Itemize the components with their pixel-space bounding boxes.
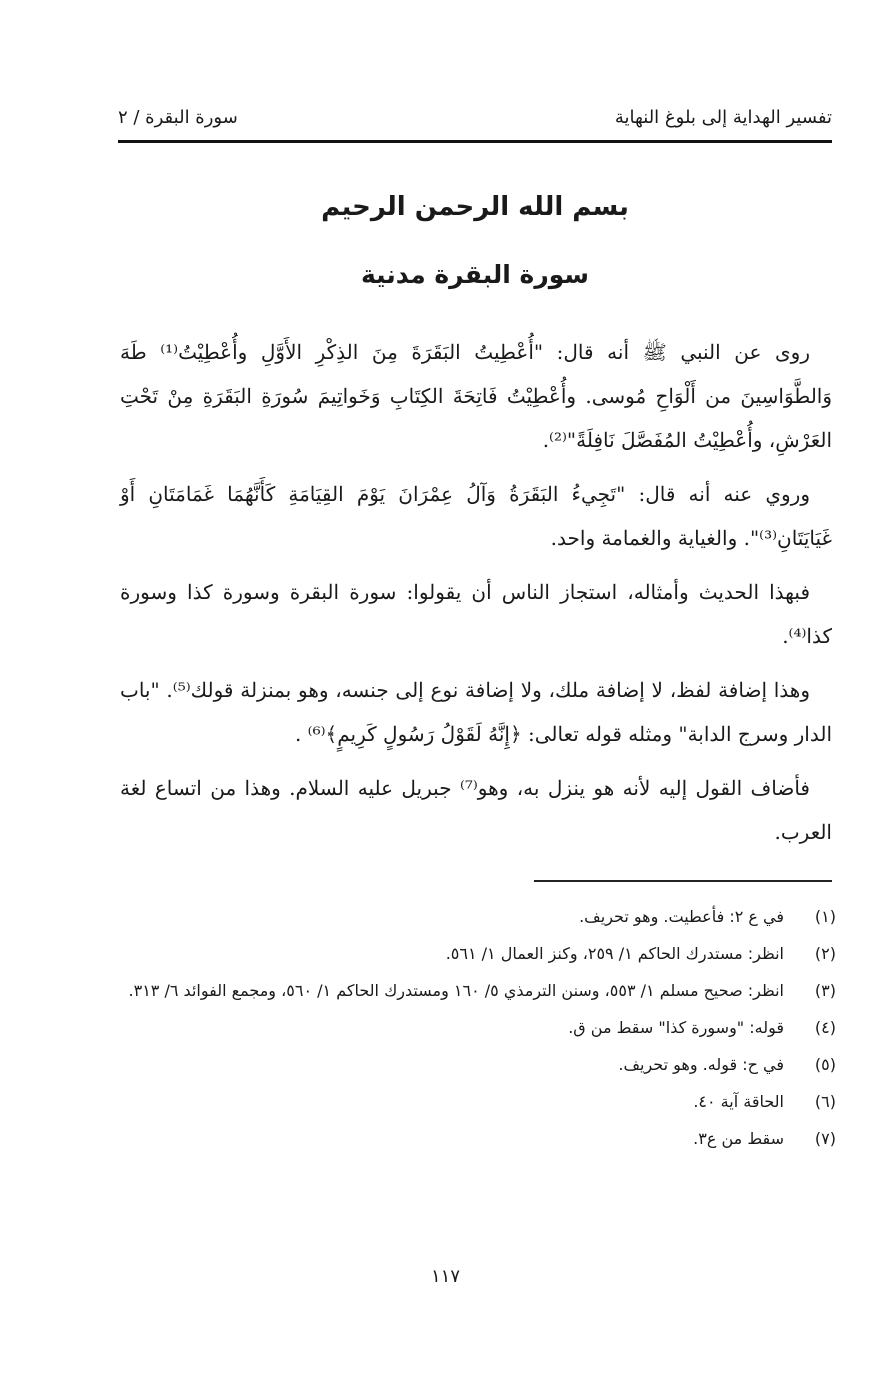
footnote-item: [120, 1120, 836, 1157]
paragraph: وروي عنه أنه قال: "تَجِيءُ البَقَرَةُ وَآلُ عِمْرَانَ يَوْمَ القِيَامَةِ كَأَنَّهُمَا غَمَامَتَانِ أَوْ غَيَايَتَانِ⁽³⁾". والغياية والغمامة واحد.: [120, 482, 832, 550]
footnote-number: (١): [814, 907, 836, 926]
footnote-item: [120, 1083, 836, 1120]
footnote-item: [120, 1046, 836, 1083]
basmala-heading: بسم الله الرحمن الرحيم: [321, 192, 629, 222]
page-number: ١١٧: [430, 1266, 460, 1287]
footnote-text: سقط من ع٣.: [693, 1129, 784, 1148]
footnote-number: (٥): [814, 1055, 836, 1074]
surah-reference: سورة البقرة / ٢: [118, 106, 238, 128]
footnote-number: (٤): [814, 1018, 836, 1037]
footnote-number: (٣): [814, 981, 836, 1000]
footnote-number: (٧): [814, 1129, 836, 1148]
paragraph: روى عن النبي ﷺ أنه قال: "أُعْطِيتُ البَقَرَةَ مِنَ الذِكْرِ الأَوَّلِ وأُعْطِيْتُ⁽¹⁾ طَهَ وَالطَّوَاسِينَ من أَلْوَاحِ مُوسى. وأُعْطِيْتُ فَاتِحَةَ الكِتَابِ وَخَواتِيمَ سُورَةِ البَقَرَةِ مِنْ تَحْتِ العَرْشِ، وأُعْطِيْتُ المُفَصَّلَ نَافِلَةً"⁽²⁾.: [120, 340, 833, 452]
footnote-text: قوله: "وسورة كذا" سقط من ق.: [568, 1018, 784, 1037]
footnote-number: (٢): [814, 944, 836, 963]
footnote-text: انظر: صحيح مسلم ١/ ٥٥٣، وسنن الترمذي ٥/ ١٦٠ ومستدرك الحاكم ١/ ٥٦٠، ومجمع الفوائد ٦/ ٣١٣.: [128, 981, 784, 1000]
footnote-separator: [534, 880, 832, 882]
surah-title: سورة البقرة مدنية: [361, 260, 589, 289]
running-header: [118, 100, 832, 134]
paragraph: فبهذا الحديث وأمثاله، استجاز الناس أن يقولوا: سورة البقرة وسورة كذا وسورة كذا⁽⁴⁾.: [120, 580, 832, 648]
header-rule: [118, 140, 832, 143]
footnote-item: [120, 972, 836, 1009]
paragraph: وهذا إضافة لفظ، لا إضافة ملك، ولا إضافة نوع إلى جنسه، وهو بمنزلة قولك⁽⁵⁾. "باب الدار وسرج الدابة" ومثله قوله تعالى: ﴿إِنَّهُ لَقَوْلُ رَسُولٍ كَرِيمٍ﴾⁽⁶⁾ .: [120, 678, 832, 746]
book-title: تفسير الهداية إلى بلوغ النهاية: [614, 106, 832, 128]
footnote-item: [120, 1009, 836, 1046]
footnote-item: [120, 898, 836, 935]
footnote-item: [120, 935, 836, 972]
footnote-text: في ح: قوله. وهو تحريف.: [618, 1055, 784, 1074]
paragraph: فأضاف القول إليه لأنه هو ينزل به، وهو⁽⁷⁾ جبريل عليه السلام. وهذا من اتساع لغة العرب.: [120, 776, 832, 844]
footnotes: [120, 898, 836, 1157]
footnote-text: في ع ٢: فأعطيت. وهو تحريف.: [579, 907, 784, 926]
footnote-number: (٦): [814, 1092, 836, 1111]
body-text: [120, 330, 832, 864]
footnote-text: انظر: مستدرك الحاكم ١/ ٢٥٩، وكنز العمال ١/ ٥٦١.: [445, 944, 784, 963]
footnote-text: الحاقة آية ٤٠.: [693, 1092, 784, 1111]
